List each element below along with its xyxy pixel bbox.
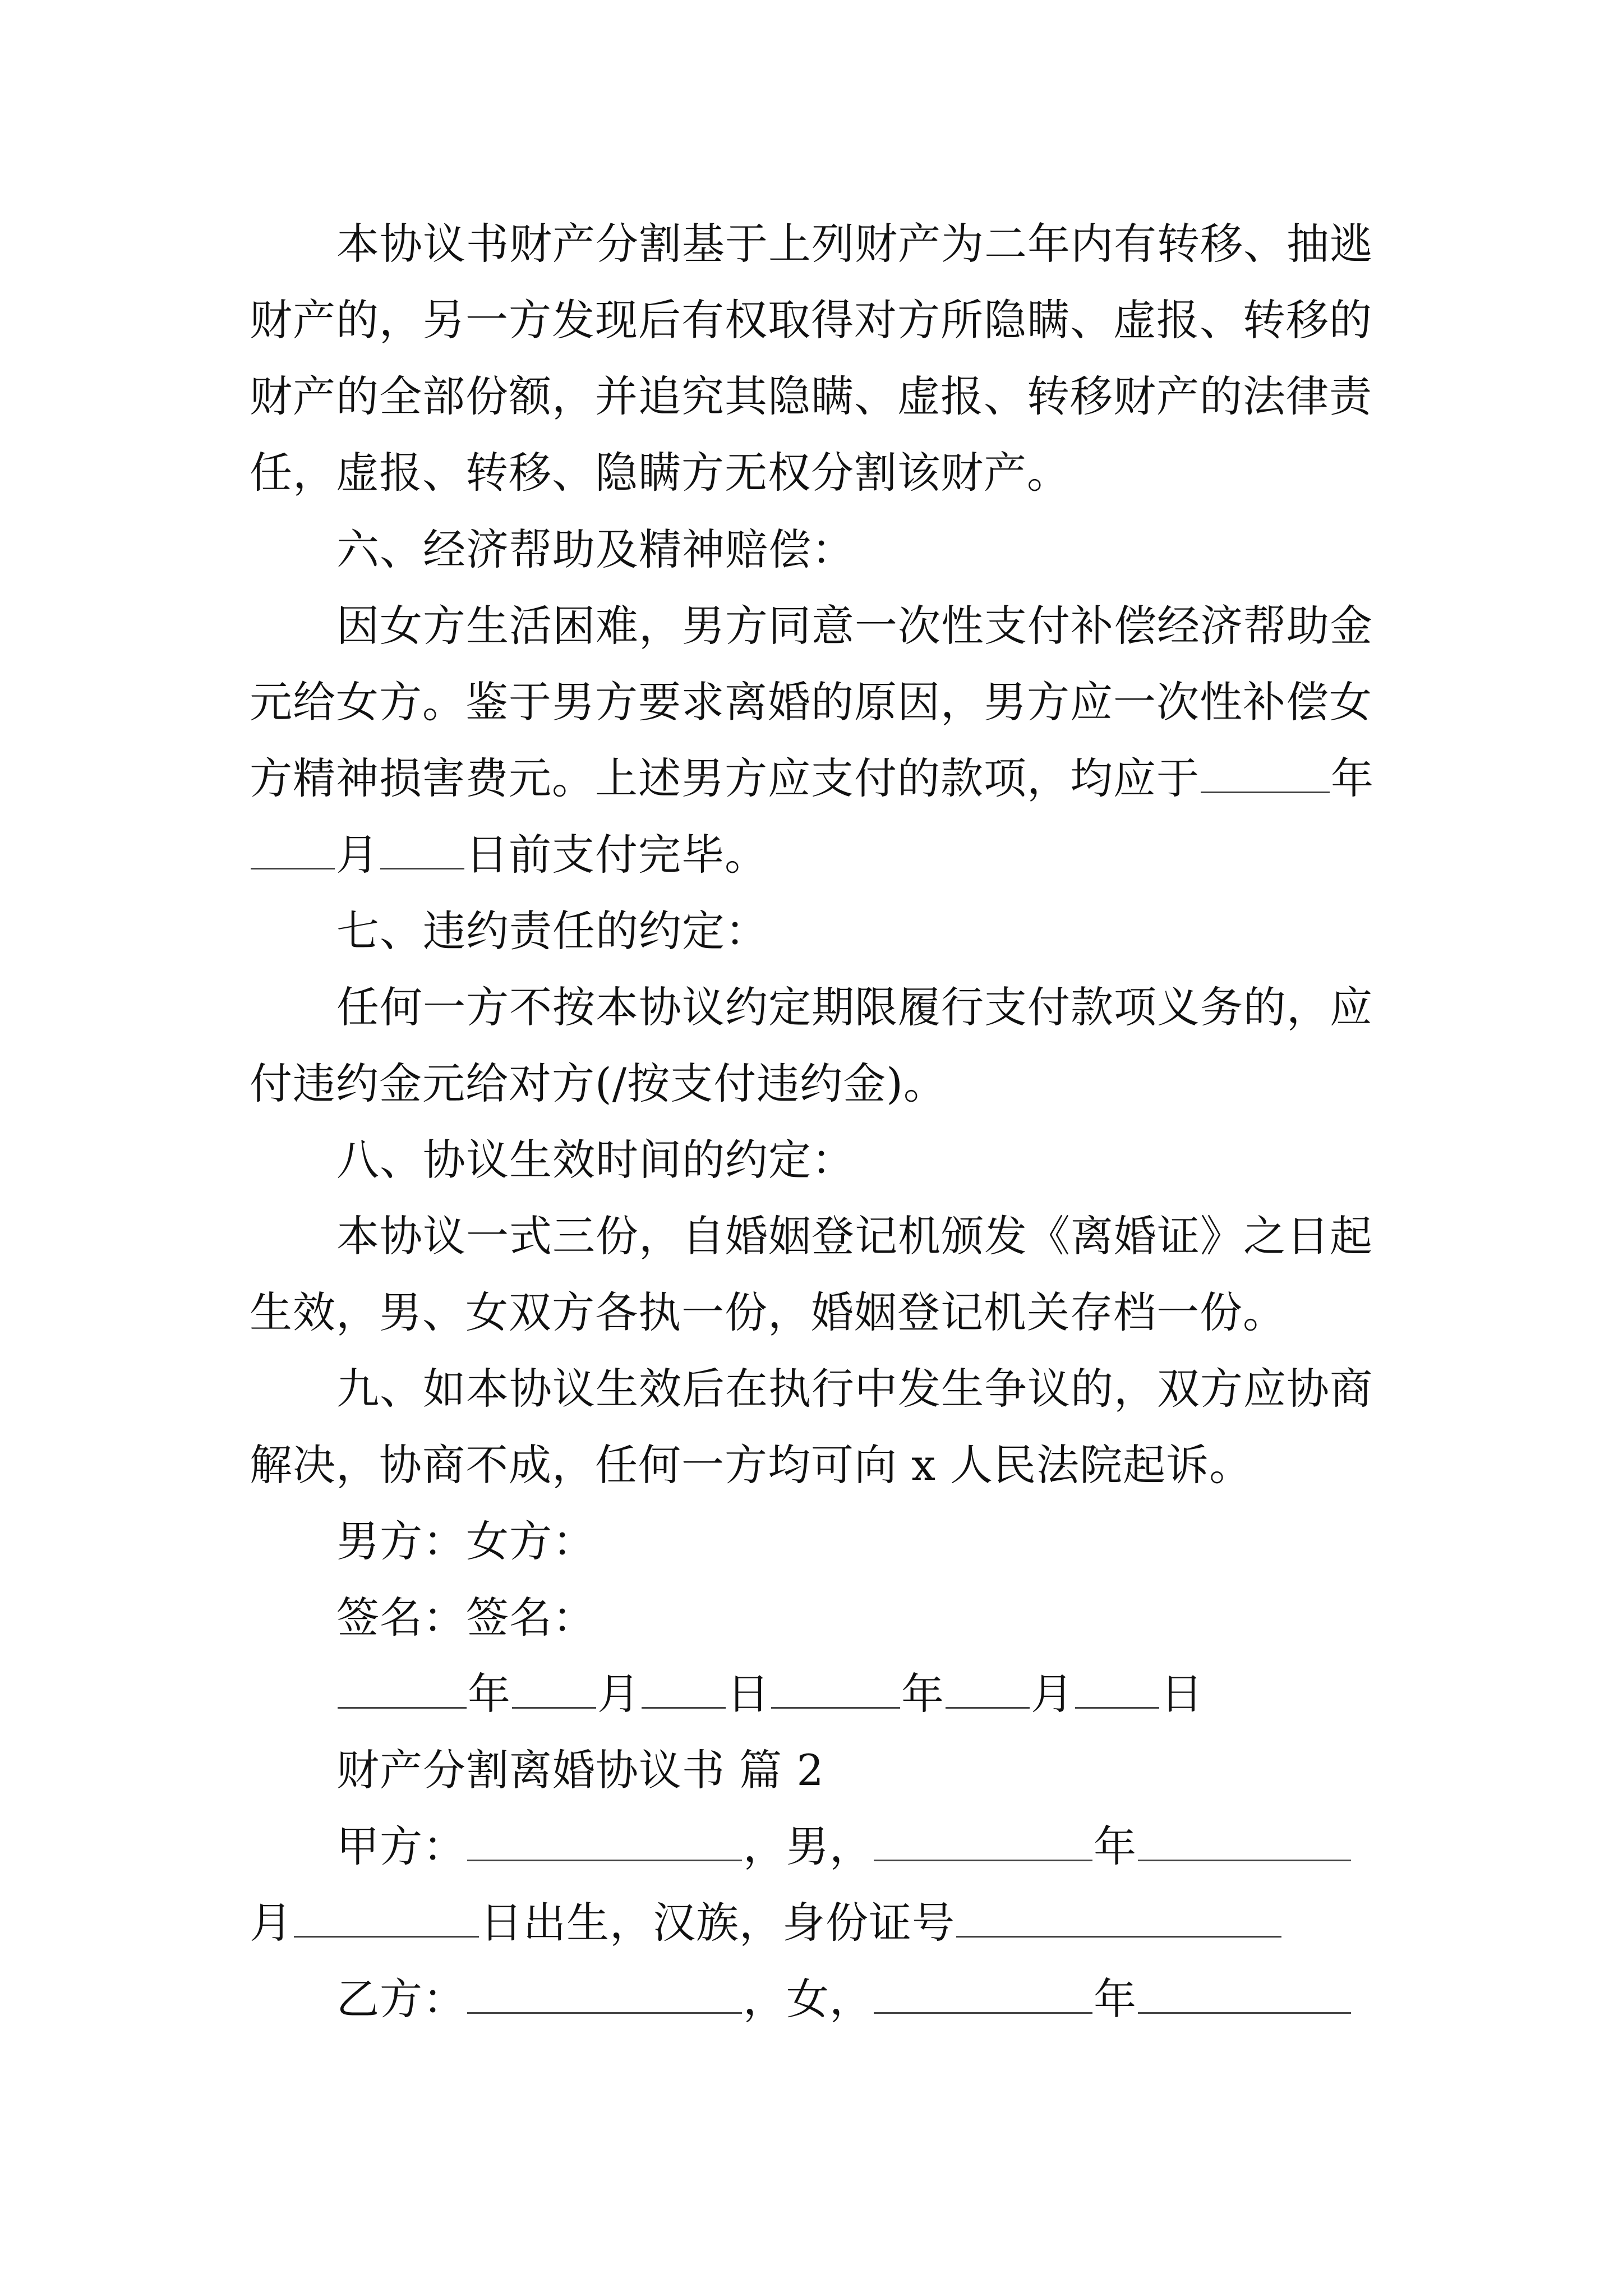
text: 乙方：	[336, 1974, 466, 2024]
text: ，女，	[743, 1974, 873, 2024]
text: 日出生，汉族，身份证号	[480, 1898, 955, 1948]
blank-line	[294, 1897, 479, 1938]
text: 月	[1031, 1669, 1074, 1719]
text: ，男，	[743, 1821, 873, 1871]
paragraph-line: 任，虚报、转移、隐瞒方无权分割该财产。	[250, 448, 1070, 498]
text: 年	[1331, 753, 1374, 803]
paragraph-line: 任何一方不按本协议约定期限履行支付款项义务的，应	[336, 982, 1373, 1032]
paragraph-line: 财产的，另一方发现后有权取得对方所隐瞒、虚报、转移的	[250, 295, 1372, 345]
blank-line	[380, 829, 464, 869]
paragraph-line: 生效，男、女双方各执一份，婚姻登记机关存档一份。	[250, 1287, 1286, 1337]
paragraph-line: 财产的全部份额，并追究其隐瞒、虚报、转移财产的法律责	[250, 371, 1372, 421]
text: 年	[1094, 1821, 1137, 1871]
paragraph-line: 付违约金元给对方(/按支付违约金)。	[250, 1059, 947, 1108]
text: 年	[468, 1669, 511, 1719]
blank-line	[642, 1668, 726, 1709]
text: 方精神损害费元。上述男方应支付的款项，均应于	[250, 753, 1200, 803]
text: 日	[727, 1669, 770, 1719]
section-title: 财产分割离婚协议书 篇 2	[336, 1745, 824, 1795]
text: 月	[597, 1669, 640, 1719]
paragraph-line: 解决，协商不成，任何一方均可向 x 人民法院起诉。	[250, 1440, 1253, 1490]
blank-line	[512, 1668, 596, 1709]
blank-line	[1075, 1668, 1159, 1709]
text: 本协议书财产分割基于上列财产为二年内有转移、抽逃	[336, 219, 1373, 269]
signature-parties: 男方：女方：	[336, 1516, 596, 1566]
paragraph-line: 本协议一式三份，自婚姻登记机颁发《离婚证》之日起	[336, 1211, 1373, 1261]
text: 甲方：	[336, 1821, 466, 1871]
blank-line	[338, 1668, 467, 1709]
blank-line	[956, 1897, 1281, 1938]
party-b-line	[336, 1954, 1352, 2044]
blank-line	[1201, 752, 1330, 793]
blank-line	[251, 829, 335, 869]
blank-line	[946, 1668, 1030, 1709]
paragraph-line: 因女方生活困难，男方同意一次性支付补偿经济帮助金	[336, 601, 1373, 651]
blank-line	[1138, 1820, 1351, 1861]
text: 年	[1094, 1974, 1137, 2024]
blank-line	[771, 1668, 900, 1709]
blank-line	[1138, 1973, 1351, 2014]
blank-line	[874, 1820, 1092, 1861]
section-heading: 八、协议生效时间的约定：	[336, 1135, 855, 1185]
text: 日	[1160, 1669, 1204, 1719]
text: 年	[901, 1669, 944, 1719]
blank-line	[467, 1973, 742, 2014]
section-heading: 七、违约责任的约定：	[336, 906, 768, 956]
paragraph-line: 元给女方。鉴于男方要求离婚的原因，男方应一次性补偿女	[250, 677, 1372, 727]
signature-sign: 签名：签名：	[336, 1593, 596, 1642]
text: 月	[336, 830, 379, 880]
section-heading: 六、经济帮助及精神赔偿：	[336, 524, 855, 574]
text: 日前支付完毕。	[465, 830, 768, 880]
paragraph-line: 九、如本协议生效后在执行中发生争议的，双方应协商	[336, 1364, 1373, 1414]
blank-line	[874, 1973, 1092, 2014]
blank-line	[467, 1820, 742, 1861]
text: 月	[250, 1898, 293, 1948]
